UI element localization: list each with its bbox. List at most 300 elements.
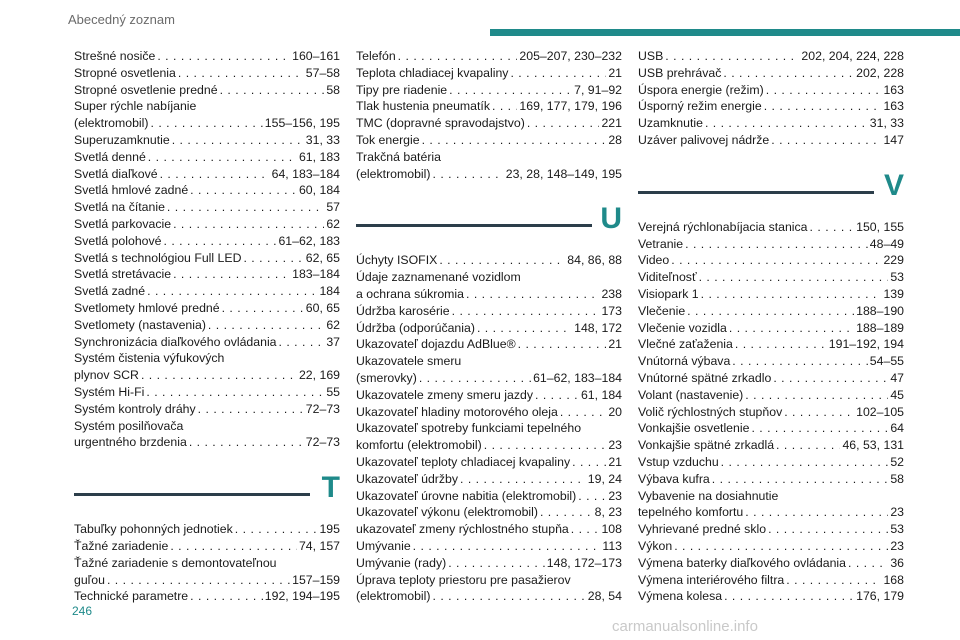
- dot-leader: [235, 521, 318, 538]
- page-references: 23, 28, 148–149, 195: [505, 166, 622, 181]
- page-references: 72–73: [305, 401, 340, 416]
- page-references: 72–73: [305, 435, 340, 450]
- dot-leader: [173, 266, 290, 283]
- index-term: Stropné osvetlenia: [74, 65, 176, 80]
- page-references: 188–189: [856, 320, 904, 335]
- index-entry: [356, 82, 622, 99]
- index-entry: [356, 252, 622, 269]
- page-references: 61, 183: [298, 149, 340, 164]
- index-term: Údržba karosérie: [356, 303, 450, 318]
- index-term: Svetlá polohové: [74, 233, 162, 248]
- page-references: 28: [608, 132, 622, 147]
- page-references: 84, 86, 88: [567, 253, 622, 268]
- index-entry: [638, 370, 904, 387]
- dot-leader: [786, 572, 881, 589]
- page-references: 60, 65: [305, 300, 340, 315]
- dot-leader: [685, 236, 868, 253]
- index-entry: [638, 387, 904, 404]
- page-references: 173: [601, 303, 622, 318]
- page-references: 160–161: [292, 49, 340, 63]
- dot-leader: [460, 471, 586, 488]
- index-term: Teplota chladiacej kvapaliny: [356, 65, 509, 80]
- page-references: 21: [608, 337, 622, 352]
- index-entry: [638, 504, 904, 521]
- index-term: Vonkajšie spätné zrkadlá: [638, 438, 775, 453]
- index-term: Umývanie: [356, 538, 411, 553]
- index-term: Svetlá hmlové zadné: [74, 183, 189, 198]
- index-entry: [356, 521, 622, 538]
- page-references: 202, 228: [856, 65, 904, 80]
- page-references: 23: [890, 538, 904, 553]
- index-entry: [638, 236, 904, 253]
- index-term: Vlečenie vozidla: [638, 320, 727, 335]
- dot-leader: [147, 283, 317, 300]
- index-block: [638, 219, 904, 605]
- index-term: komfortu (elektromobil): [356, 438, 482, 453]
- index-term: Vnútorná výbava: [638, 354, 731, 369]
- index-term: Svetlomety (nastavenia): [74, 317, 206, 332]
- section-letter: U: [600, 202, 622, 236]
- index-term: ukazovateľ zmeny rýchlostného stupňa: [356, 522, 569, 537]
- page-references: 53: [890, 522, 904, 537]
- section-divider: [356, 224, 592, 227]
- dot-leader: [745, 504, 888, 521]
- page-references: 102–105: [856, 404, 904, 419]
- index-term: Údržba (odporúčania): [356, 320, 475, 335]
- index-term: Vyhrievané predné sklo: [638, 522, 767, 537]
- index-entry-line: Ukazovatele smeru: [356, 354, 462, 369]
- index-term: plynov SCR: [74, 368, 139, 383]
- index-entry: [356, 488, 622, 505]
- index-entry: [356, 504, 622, 521]
- page-references: 238: [601, 286, 622, 301]
- dot-leader: [492, 98, 517, 115]
- index-entry: [74, 166, 340, 183]
- index-term: Ťažné zariadenie: [74, 538, 169, 553]
- page-references: 168: [883, 572, 904, 587]
- letter-section-header: [356, 182, 622, 252]
- index-entry: [74, 233, 340, 250]
- page-references: 36: [890, 555, 904, 570]
- index-term: Vlečenie: [638, 303, 686, 318]
- page-references: 60, 184: [298, 183, 340, 198]
- index-entry-line: Ukazovateľ spotreby funkciami tepelného: [356, 421, 582, 436]
- dot-leader: [732, 353, 868, 370]
- index-term: Úspora energie (režim): [638, 82, 764, 97]
- dot-leader: [398, 48, 518, 65]
- dot-leader: [208, 317, 324, 334]
- index-entry: [74, 384, 340, 401]
- index-term: Tipy pre riadenie: [356, 82, 448, 97]
- dot-leader: [477, 320, 572, 337]
- index-term: Ukazovateľ dojazdu AdBlue®: [356, 337, 516, 352]
- index-entry: [638, 420, 904, 437]
- dot-leader: [560, 404, 606, 421]
- index-block: [638, 48, 904, 149]
- index-column-2: [356, 48, 622, 605]
- index-entry: [356, 538, 622, 555]
- dot-leader: [665, 48, 799, 65]
- index-term: Stropné osvetlenie predné: [74, 82, 218, 97]
- index-term: Telefón: [356, 49, 396, 63]
- dot-leader: [220, 82, 325, 99]
- index-term: Superuzamknutie: [74, 132, 170, 147]
- index-term: Systém Hi-Fi: [74, 384, 145, 399]
- index-term: Tlak hustenia pneumatík: [356, 99, 490, 114]
- page-references: 205–207, 230–232: [519, 49, 622, 63]
- index-entry: [356, 471, 622, 488]
- index-entry: [356, 588, 622, 605]
- dot-leader: [422, 132, 607, 149]
- index-term: Viditeľnosť: [638, 270, 697, 285]
- page-references: 148, 172: [574, 320, 622, 335]
- index-term: Tabuľky pohonných jednotiek: [74, 522, 233, 537]
- dot-leader: [178, 65, 304, 82]
- page-references: 23: [890, 505, 904, 520]
- dot-leader: [190, 182, 297, 199]
- dot-leader: [712, 471, 889, 488]
- dot-leader: [164, 233, 277, 250]
- page-references: 147: [883, 132, 904, 147]
- index-entry-line: Trakčná batéria: [356, 149, 441, 164]
- index-entry: [356, 336, 622, 353]
- page-references: 47: [890, 370, 904, 385]
- page-references: 31, 33: [869, 116, 904, 131]
- index-term: a ochrana súkromia: [356, 286, 464, 301]
- dot-leader: [773, 370, 888, 387]
- index-term: Svetlá stretávacie: [74, 267, 172, 282]
- page-references: 163: [883, 99, 904, 114]
- watermark: carmanualsonline.info: [612, 618, 758, 635]
- page-references: 61–62, 183: [278, 233, 340, 248]
- dot-leader: [413, 538, 601, 555]
- index-entry: [74, 132, 340, 149]
- page-references: 74, 157: [298, 538, 340, 553]
- page-references: 31, 33: [305, 132, 340, 147]
- index-entry: [356, 132, 622, 149]
- page-references: 19, 24: [587, 471, 622, 486]
- index-entry: [74, 434, 340, 451]
- page-references: 64, 183–184: [271, 166, 340, 181]
- index-entry: [74, 182, 340, 199]
- index-entry: [356, 320, 622, 337]
- dot-leader: [776, 437, 840, 454]
- page-references: 46, 53, 131: [842, 438, 904, 453]
- index-term: Ukazovateľ výkonu (elektromobil): [356, 505, 538, 520]
- index-term: Úsporný režim energie: [638, 99, 762, 114]
- dot-leader: [764, 98, 882, 115]
- index-entry: [74, 521, 340, 538]
- page-references: 7, 91–92: [574, 82, 622, 97]
- index-entry: [638, 286, 904, 303]
- dot-leader: [160, 166, 270, 183]
- index-term: Výbava kufra: [638, 471, 710, 486]
- index-entry: [356, 555, 622, 572]
- dot-leader: [172, 132, 304, 149]
- index-entry: [356, 98, 622, 115]
- section-title: Abecedný zoznam: [68, 12, 175, 27]
- dot-leader: [671, 252, 881, 269]
- index-entry: [74, 334, 340, 351]
- page-references: 195: [319, 522, 340, 537]
- page-references: 148, 172–173: [546, 555, 622, 570]
- index-entry: [356, 370, 622, 387]
- dot-leader: [729, 320, 854, 337]
- index-entry: [638, 437, 904, 454]
- index-term: Výmena interiérového filtra: [638, 572, 785, 587]
- index-term: Ukazovatele zmeny smeru jazdy: [356, 387, 534, 402]
- dot-leader: [518, 336, 607, 353]
- index-block: [74, 48, 340, 451]
- index-term: Synchronizácia diaľkového ovládania: [74, 334, 277, 349]
- index-term: Video: [638, 253, 670, 268]
- dot-leader: [723, 65, 854, 82]
- index-entry: [74, 317, 340, 334]
- index-term: Ukazovateľ teploty chladiacej kvapaliny: [356, 454, 571, 469]
- page-references: 57: [326, 200, 340, 215]
- index-term: Ukazovateľ údržby: [356, 471, 459, 486]
- index-entry: [638, 115, 904, 132]
- index-term: Svetlá diaľkové: [74, 166, 158, 181]
- page-references: 8, 23: [594, 505, 622, 520]
- index-term: Tok energie: [356, 132, 420, 147]
- index-term: Svetlá s technológiou Full LED: [74, 250, 242, 265]
- dot-leader: [222, 300, 304, 317]
- index-entry: [74, 401, 340, 418]
- dot-leader: [745, 387, 888, 404]
- index-entry: [638, 320, 904, 337]
- index-term: TMC (dopravné spravodajstvo): [356, 116, 525, 131]
- dot-leader: [432, 588, 585, 605]
- index-entry-line: Vybavenie na dosiahnutie: [638, 488, 779, 503]
- index-entry: [356, 115, 622, 132]
- dot-leader: [148, 149, 297, 166]
- index-entry: [638, 65, 904, 82]
- page-references: 108: [601, 522, 622, 537]
- page-references: 64: [890, 421, 904, 436]
- index-entry-line: Systém čistenia výfukových: [74, 351, 225, 366]
- index-entry: [74, 115, 340, 132]
- page-references: 155–156, 195: [264, 116, 340, 131]
- page-references: 21: [608, 65, 622, 80]
- section-letter: T: [321, 471, 340, 505]
- page-references: 221: [601, 116, 622, 131]
- dot-leader: [687, 303, 854, 320]
- dot-leader: [724, 588, 854, 605]
- index-term: Volič rýchlostných stupňov: [638, 404, 783, 419]
- dot-leader: [578, 488, 606, 505]
- page-references: 192, 194–195: [264, 589, 340, 604]
- index-term: Uzamknutie: [638, 116, 703, 131]
- page-references: 188–190: [856, 303, 904, 318]
- index-entry-line: Ťažné zariadenie s demontovateľnou: [74, 555, 277, 570]
- index-entry: [638, 219, 904, 236]
- dot-leader: [751, 420, 888, 437]
- index-term: Svetlá denné: [74, 149, 146, 164]
- index-term: Výmena kolesa: [638, 589, 723, 604]
- index-entry: [74, 367, 340, 384]
- dot-leader: [527, 115, 600, 132]
- index-term: (elektromobil): [74, 116, 149, 131]
- page-references: 57–58: [305, 65, 340, 80]
- page-references: 184: [319, 284, 340, 299]
- page-references: 52: [890, 454, 904, 469]
- page-references: 202, 204, 224, 228: [801, 49, 904, 63]
- dot-leader: [167, 199, 324, 216]
- page-references: 183–184: [292, 267, 340, 282]
- index-term: Volant (nastavenie): [638, 387, 744, 402]
- index-entry: [638, 269, 904, 286]
- index-term: Vetranie: [638, 236, 684, 251]
- index-entry: [638, 588, 904, 605]
- dot-leader: [705, 115, 868, 132]
- index-term: Visiopark 1: [638, 286, 699, 301]
- index-term: Vonkajšie osvetlenie: [638, 421, 750, 436]
- dot-leader: [198, 401, 304, 418]
- page-references: 21: [608, 454, 622, 469]
- index-entry: [74, 48, 340, 65]
- dot-leader: [674, 538, 888, 555]
- index-entry: [638, 98, 904, 115]
- index-term: Svetlá na čítanie: [74, 200, 165, 215]
- dot-leader: [190, 588, 263, 605]
- dot-leader: [721, 454, 889, 471]
- index-entry: [638, 521, 904, 538]
- dot-leader: [810, 219, 855, 236]
- header-accent-bar: [490, 29, 960, 36]
- dot-leader: [848, 555, 888, 572]
- index-entry: [356, 454, 622, 471]
- dot-leader: [510, 65, 606, 82]
- dot-leader: [146, 384, 324, 401]
- index-term: Svetlá zadné: [74, 284, 146, 299]
- index-entry: [356, 303, 622, 320]
- dot-leader: [419, 370, 531, 387]
- index-entry: [638, 252, 904, 269]
- index-entry-line: Úprava teploty priestoru pre pasažierov: [356, 572, 571, 587]
- dot-leader: [150, 115, 262, 132]
- index-term: Technické parametre: [74, 589, 189, 604]
- dot-leader: [466, 286, 599, 303]
- page-references: 28, 54: [587, 589, 622, 604]
- index-column-3: [638, 48, 904, 605]
- page-references: 45: [890, 387, 904, 402]
- index-term: Svetlá parkovacie: [74, 216, 172, 231]
- index-entry: [638, 572, 904, 589]
- dot-leader: [279, 334, 325, 351]
- index-entry: [74, 283, 340, 300]
- page-references: 229: [883, 253, 904, 268]
- index-term: Ukazovateľ hladiny motorového oleja: [356, 404, 558, 419]
- index-entry: [74, 300, 340, 317]
- page-references: 191–192, 194: [828, 337, 904, 352]
- dot-leader: [771, 132, 881, 149]
- index-entry: [638, 471, 904, 488]
- page-references: 37: [326, 334, 340, 349]
- dot-leader: [699, 269, 889, 286]
- dot-leader: [173, 216, 324, 233]
- index-term: Systém kontroly dráhy: [74, 401, 196, 416]
- index-column-1: [74, 48, 340, 605]
- section-letter: V: [883, 168, 904, 202]
- index-term: Vnútorné spätné zrkadlo: [638, 370, 772, 385]
- index-term: guľou: [74, 572, 105, 587]
- page-references: 61, 184: [580, 387, 622, 402]
- index-term: Vlečné zaťaženia: [638, 337, 733, 352]
- index-entry: [356, 166, 622, 183]
- index-entry: [74, 250, 340, 267]
- index-entry: [356, 437, 622, 454]
- page-references: 62: [326, 216, 340, 231]
- index-entry: [356, 286, 622, 303]
- index-entry: [74, 65, 340, 82]
- page-references: 113: [602, 538, 622, 553]
- page-references: 150, 155: [856, 219, 904, 234]
- index-entry: [638, 48, 904, 65]
- index-block: [356, 48, 622, 182]
- index-entry: [638, 303, 904, 320]
- dot-leader: [768, 521, 888, 538]
- index-term: Výmena baterky diaľkového ovládania: [638, 555, 846, 570]
- page-references: 139: [883, 286, 904, 301]
- dot-leader: [571, 521, 600, 538]
- letter-section-header: [74, 451, 340, 521]
- dot-leader: [449, 82, 572, 99]
- dot-leader: [735, 336, 827, 353]
- index-term: urgentného brzdenia: [74, 435, 187, 450]
- index-entry: [74, 572, 340, 589]
- page-references: 20: [608, 404, 622, 419]
- page-references: 62: [326, 317, 340, 332]
- index-term: Úchyty ISOFIX: [356, 253, 438, 268]
- index-term: (smerovky): [356, 370, 417, 385]
- page-references: 22, 169: [298, 368, 340, 383]
- index-term: Strešné nosiče: [74, 49, 156, 63]
- index-entry: [74, 588, 340, 605]
- page-references: 157–159: [292, 572, 340, 587]
- dot-leader: [540, 504, 593, 521]
- page-references: 61–62, 183–184: [533, 370, 622, 385]
- dot-leader: [784, 404, 854, 421]
- page-references: 58: [326, 82, 340, 97]
- index-entry-line: Systém posilňovača: [74, 418, 184, 433]
- index-entry: [638, 555, 904, 572]
- dot-leader: [452, 303, 600, 320]
- dot-leader: [766, 82, 882, 99]
- page-references: 163: [883, 82, 904, 97]
- index-entry: [74, 149, 340, 166]
- index-term: Ukazovateľ úrovne nabitia (elektromobil): [356, 488, 577, 503]
- index-term: Vstup vzduchu: [638, 454, 719, 469]
- page-references: 58: [890, 471, 904, 486]
- dot-leader: [157, 48, 290, 65]
- dot-leader: [170, 538, 297, 555]
- index-term: (elektromobil): [356, 589, 431, 604]
- index-term: tepelného komfortu: [638, 505, 744, 520]
- dot-leader: [189, 434, 304, 451]
- dot-leader: [107, 572, 290, 589]
- index-block: [74, 521, 340, 605]
- dot-leader: [141, 367, 297, 384]
- dot-leader: [448, 555, 545, 572]
- index-entry-line: Údaje zaznamenané vozidlom: [356, 270, 521, 285]
- index-entry: [638, 132, 904, 149]
- page-references: 176, 179: [856, 589, 904, 604]
- index-entry: [74, 216, 340, 233]
- index-entry: [638, 353, 904, 370]
- index-entry: [356, 404, 622, 421]
- letter-section-header: [638, 149, 904, 219]
